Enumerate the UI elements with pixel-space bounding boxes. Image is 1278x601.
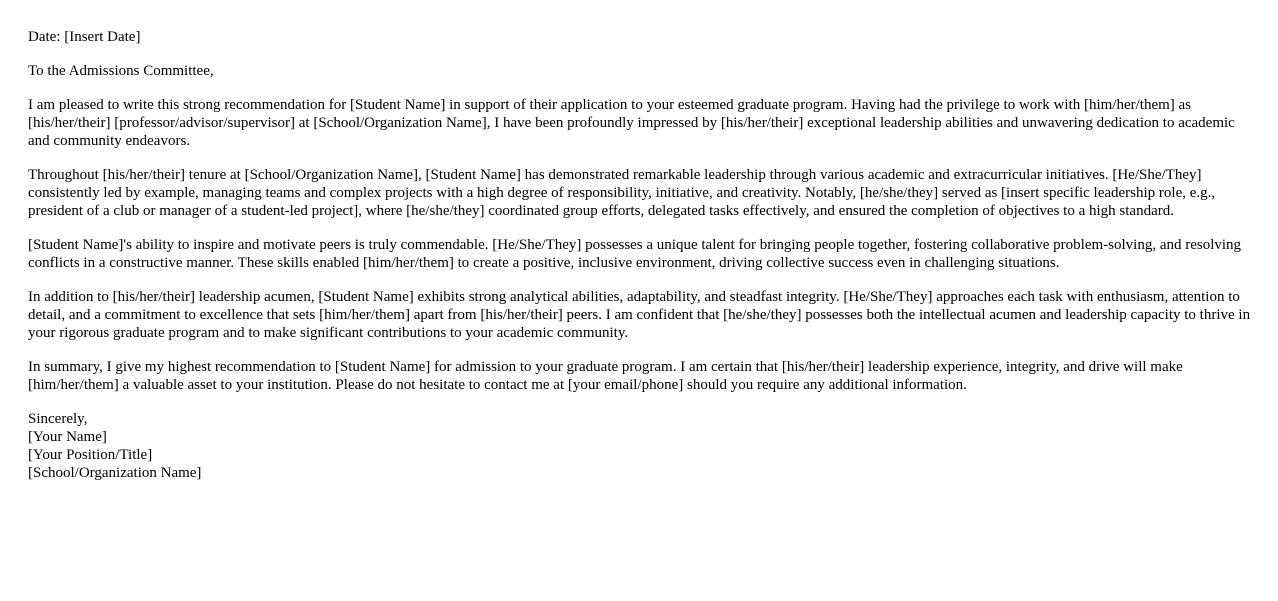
closing-name: [Your Name] xyxy=(28,429,107,445)
recommendation-letter xyxy=(28,28,1258,482)
letter-closing xyxy=(28,410,1258,482)
letter-paragraph-summary: In summary, I give my highest recommendation to [Student Name] for admission to your graduate program. I am certain that [his/her/their] leadership experience, integrity, and drive will make [him/her/them] a valuable asset to your institution. Please do not hesitate to contact me at [your email/phone] should you require any additional information. xyxy=(28,359,1183,393)
letter-paragraph-qualities: In addition to [his/her/their] leadership acumen, [Student Name] exhibits strong analytical abilities, adaptability, and steadfast integrity. [He/She/They] approaches each task with enthusiasm, attention to detail, and a commitment to excellence that sets [him/her/them] apart from [his/her/their] peers. I am confident that [he/she/they] possesses both the intellectual acumen and leadership capacity to thrive in your rigorous graduate program and to make significant contributions to your academic community. xyxy=(28,289,1251,341)
letter-date: Date: [Insert Date] xyxy=(28,29,141,45)
closing-position: [Your Position/Title] xyxy=(28,447,153,463)
letter-salutation: To the Admissions Committee, xyxy=(28,63,214,79)
letter-paragraph-inspiration: [Student Name]'s ability to inspire and motivate peers is truly commendable. [He/She/They] possesses a unique talent for bringing people together, fostering collaborative problem-solving, and resolving conflicts in a constructive manner. These skills enabled [him/her/them] to create a positive, inclusive environment, driving collective success even in challenging situations. xyxy=(28,237,1242,271)
closing-organization: [School/Organization Name] xyxy=(28,465,202,481)
letter-paragraph-leadership: Throughout [his/her/their] tenure at [School/Organization Name], [Student Name] has demonstrated remarkable leadership through various academic and extracurricular initiatives. [He/She/They] consistently led by example, managing teams and complex projects with a high degree of responsibility, initiative, and creativity. Notably, [he/she/they] served as [insert specific leadership role, e.g., president of a club or manager of a student-led project], where [he/she/they] coordinated group efforts, delegated tasks effectively, and ensured the completion of objectives to a high standard. xyxy=(28,167,1216,219)
letter-paragraph-introduction: I am pleased to write this strong recommendation for [Student Name] in support of their application to your esteemed graduate program. Having had the privilege to work with [him/her/them] as [his/her/their] [professor/advisor/supervisor] at [School/Organization Name], I have been profoundly impressed by [his/her/their] exceptional leadership abilities and unwavering dedication to academic and community endeavors. xyxy=(28,97,1235,149)
closing-signoff: Sincerely, xyxy=(28,411,88,427)
